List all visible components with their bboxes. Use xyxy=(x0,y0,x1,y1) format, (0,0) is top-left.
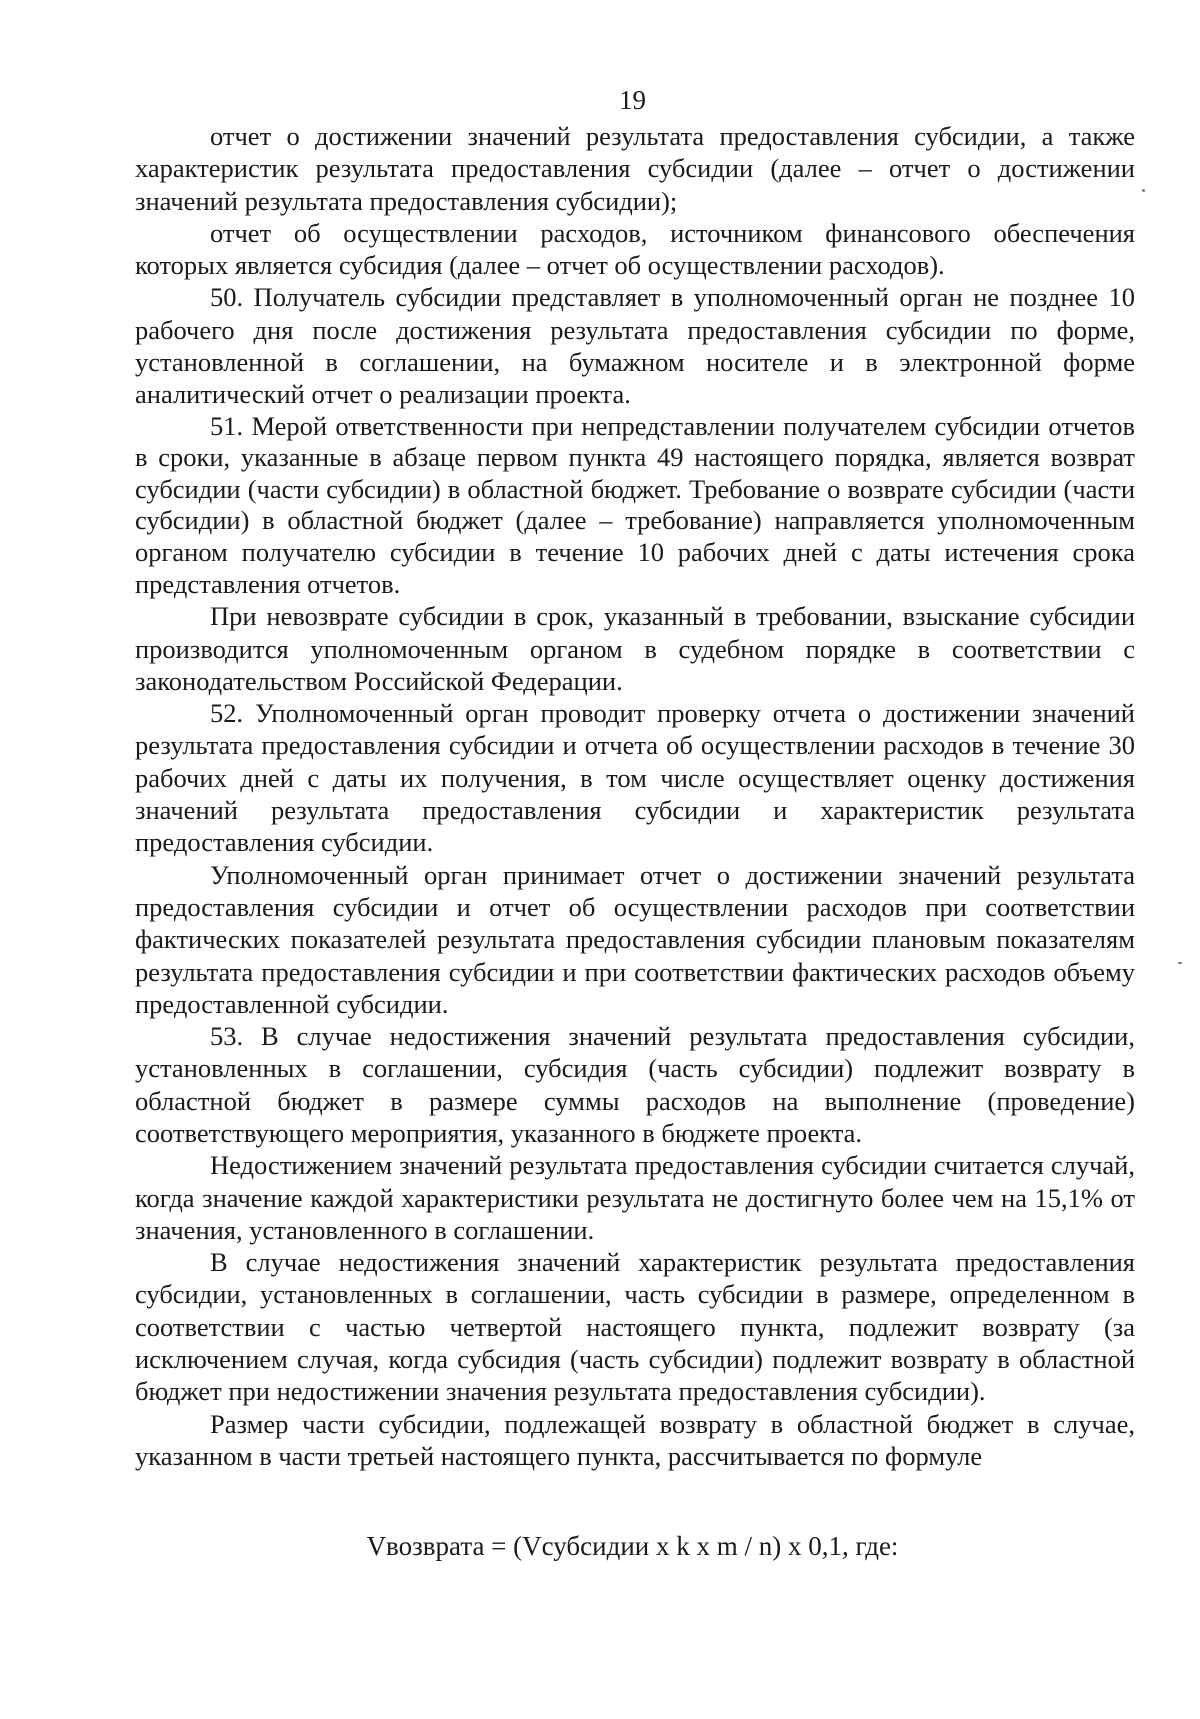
paragraph-report-achievement: отчет о достижении значений результата предоставления субсидии, а также характеристик результата предоставления субсидии (далее – отчет о достижении значений результата предоставления субсидии); xyxy=(135,121,1135,216)
paragraph-acceptance: Уполномоченный орган принимает отчет о достижении значений результата предоставления субсидии и отчет об осуществлении расходов при соответствии фактических показателей результата предоставления субсидии плановым показателям результата предоставления субсидии и при соответствии фактических расходов объему предоставленной субсидии. xyxy=(135,859,1135,1019)
paragraph-item-52: 52. Уполномоченный орган проводит проверку отчета о достижении значений результата предоставления субсидии и отчета об осуществлении расходов в течение 30 рабочих дней с даты их получения, в том числе осуществляет оценку достижения значений результата предоставления субсидии и характеристик результата предоставления субсидии. xyxy=(135,698,1135,858)
paragraph-item-51: 51. Мерой ответственности при непредставлении получателем субсидии отчетов в сроки, указанные в абзаце первом пункта 49 настоящего порядка, является возврат субсидии (части субсидии) в областной бюджет. Требование о возврате субсидии (части субсидии) в областной бюджет (далее – требование) направляется уполномоченным органом получателю субсидии в течение 10 рабочих дней с даты истечения срока представления отчетов. xyxy=(135,410,1135,599)
paragraph-non-return: При невозврате субсидии в срок, указанный в требовании, взыскание субсидии производится уполномоченным органом в судебном порядке в соответствии с законодательством Российской Федерации. xyxy=(135,601,1135,696)
document-body xyxy=(135,120,1135,1472)
paragraph-item-50: 50. Получатель субсидии представляет в уполномоченный орган не позднее 10 рабочего дня после достижения результата предоставления субсидии по форме, установленной в соглашении, на бумажном носителе и в электронной форме аналитический отчет о реализации проекта. xyxy=(135,282,1135,410)
paragraph-formula-intro: Размер части субсидии, подлежащей возврату в областной бюджет в случае, указанном в части третьей настоящего пункта, рассчитывается по формуле xyxy=(135,1408,1135,1471)
page-number: 19 xyxy=(619,85,646,115)
paragraph-item-53: 53. В случае недостижения значений результата предоставления субсидии, установленных в соглашении, субсидия (часть субсидии) подлежит возврату в областной бюджет в размере суммы расходов на выполнение (проведение) соответствующего мероприятия, указанного в бюджете проекта. xyxy=(135,1021,1135,1148)
formula: Vвозврата = (Vсубсидии x k x m / n) x 0,1, где: xyxy=(366,1531,899,1561)
scan-dot xyxy=(1142,189,1145,192)
paragraph-report-expenses: отчет об осуществлении расходов, источником финансового обеспечения которых является субсидия (далее – отчет об осуществлении расходов). xyxy=(135,217,1135,281)
paragraph-characteristics: В случае недостижения значений характеристик результата предоставления субсидии, установленных в соглашении, часть субсидии в размере, определенном в соответствии с частью четвертой настоящего пункта, подлежит возврату (за исключением случая, когда субсидия (часть субсидии) подлежит возврату в областной бюджет при недостижении значения результата предоставления субсидии). xyxy=(135,1247,1135,1407)
scan-dot xyxy=(1178,962,1182,964)
paragraph-non-achievement: Недостижением значений результата предоставления субсидии считается случай, когда значение каждой характеристики результата не достигнуто более чем на 15,1% от значения, установленного в соглашении. xyxy=(135,1150,1135,1245)
